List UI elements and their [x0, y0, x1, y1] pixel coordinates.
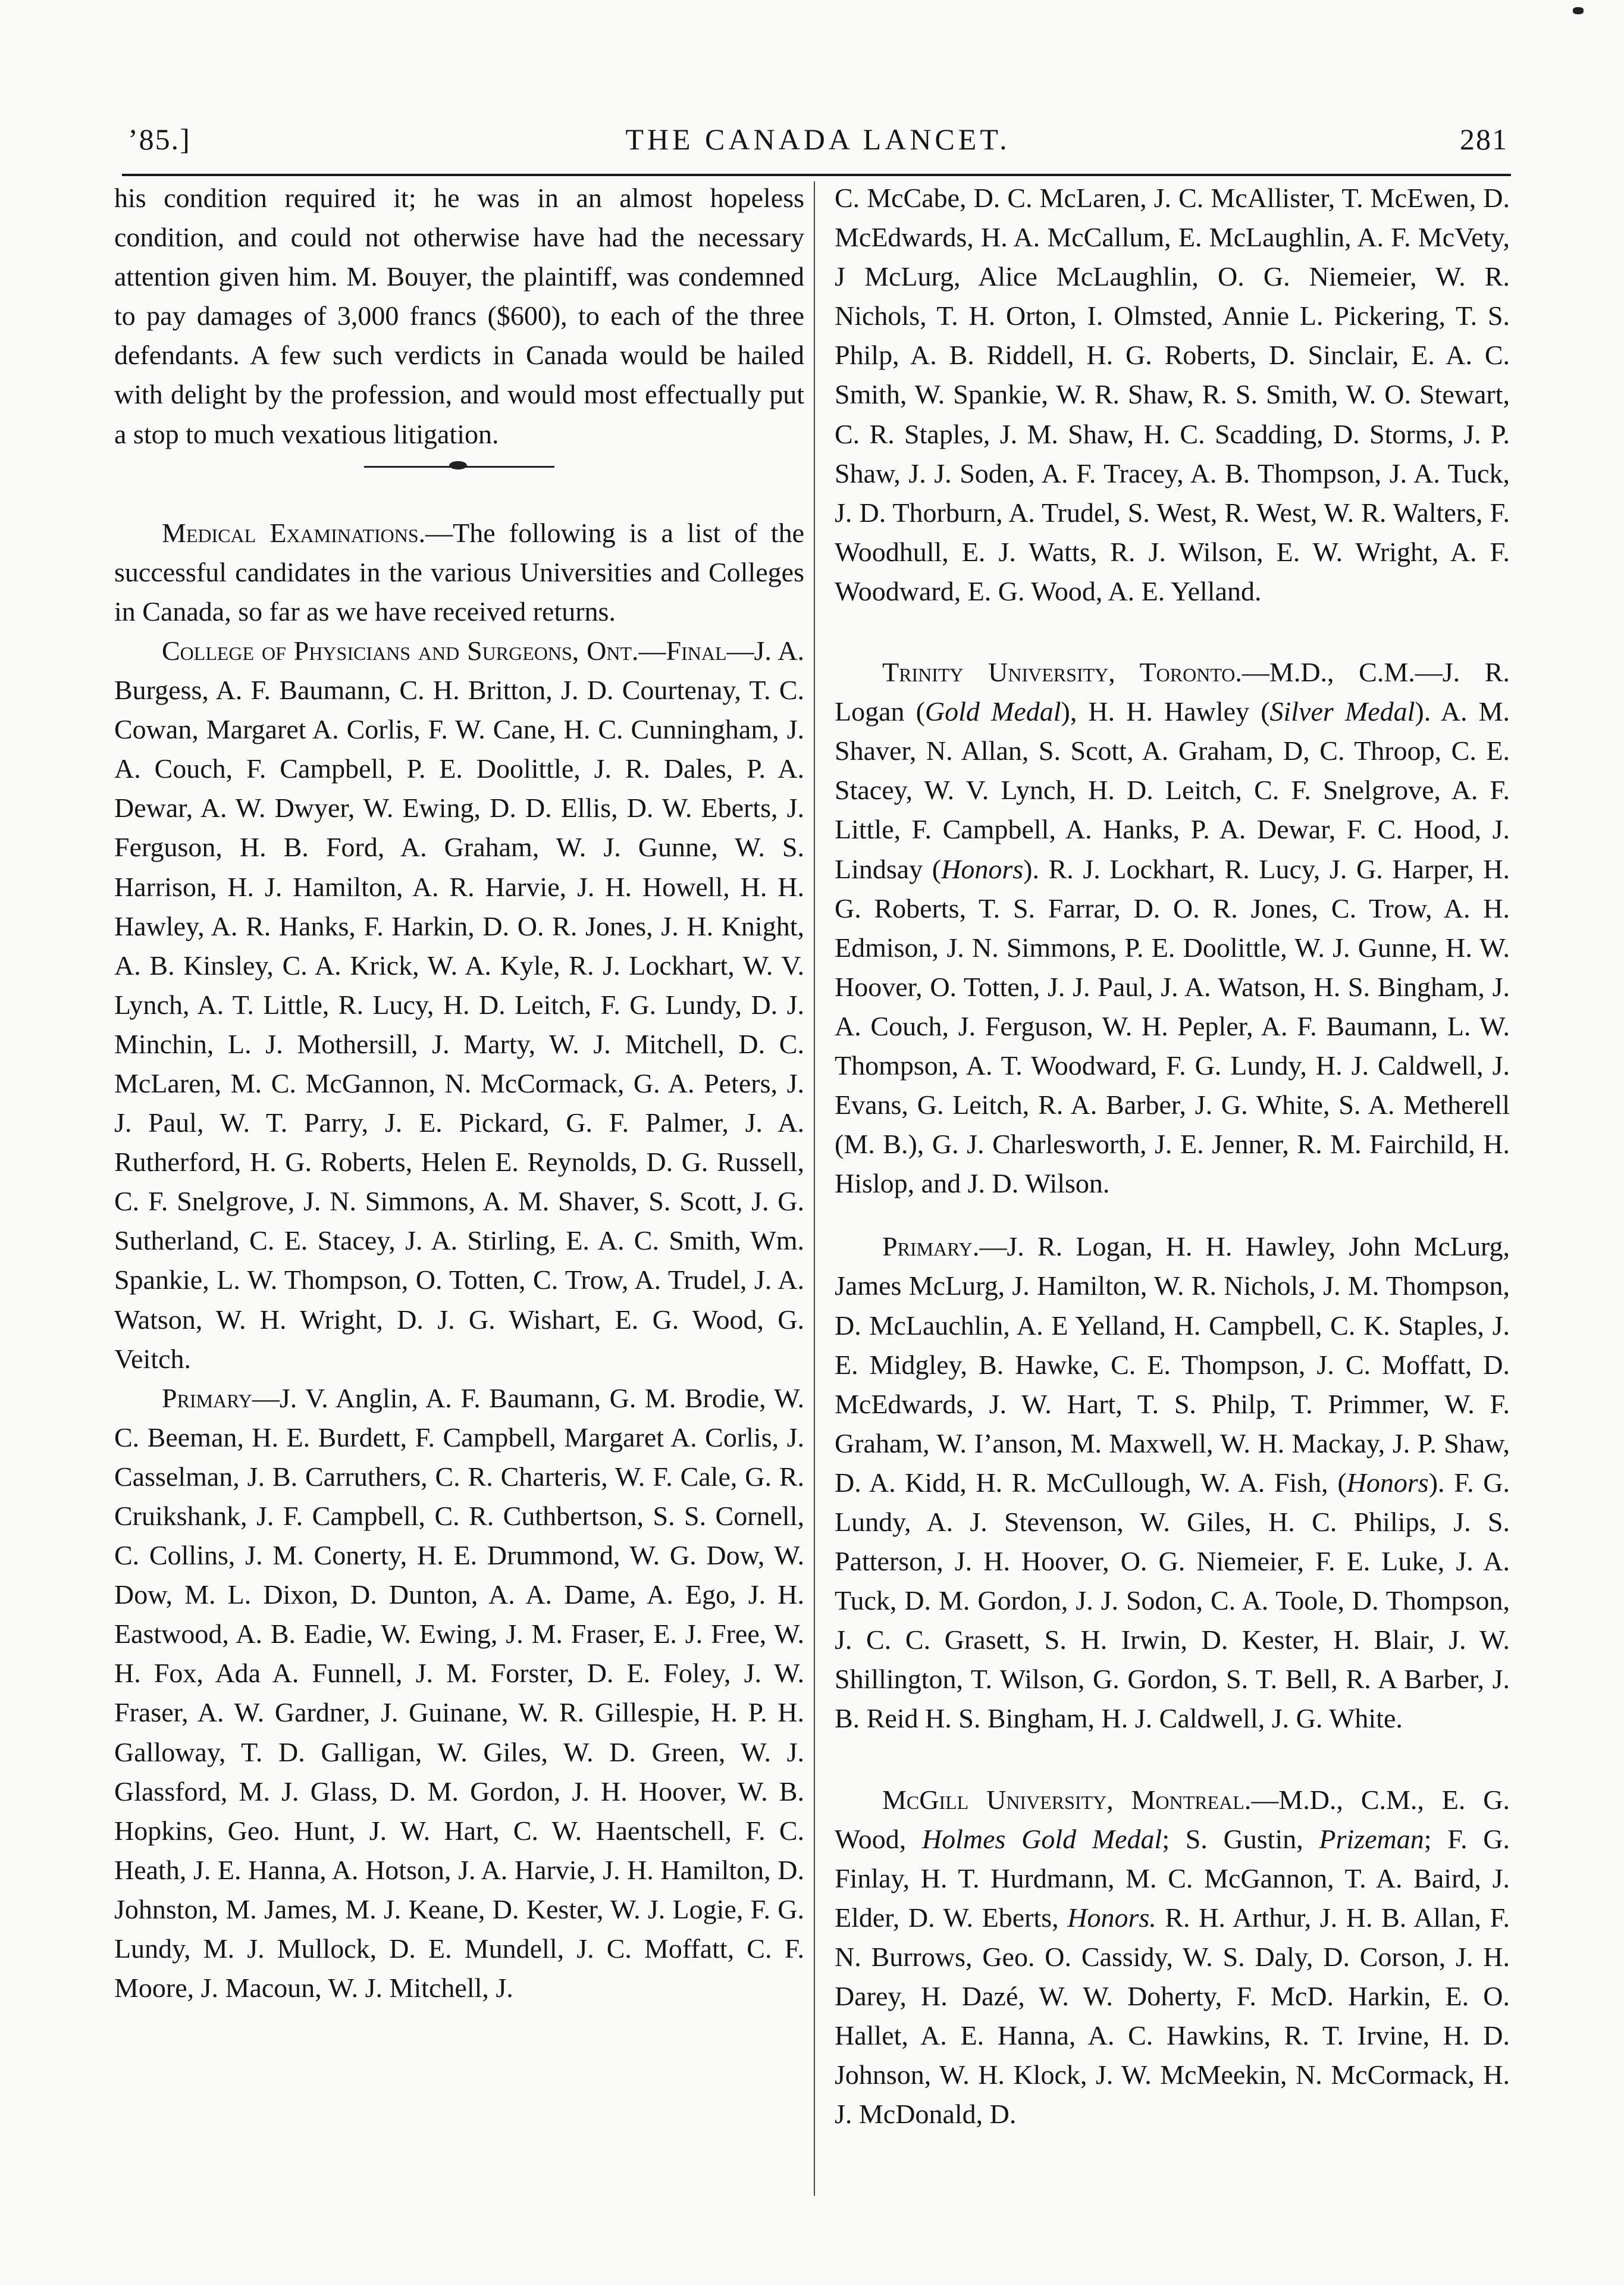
- mcgill-text-4: R. H. Arthur, J. H. B. Allan, F. N. Burrows, Geo. O. Cassidy, W. S. Daly, D. Corson, J. H. Darey, H. Dazé, W. W. Doherty, F. McD. Harkin, E. O. Hallet, A. E. Hanna, A. C. Hawkins, R. T. Irvine, H. D. Johnson, W. H. Klock, J. W. McMeekin, N. McCormack, H. J. McDonald, D.: [835, 1902, 1510, 2130]
- mcgill-heading: McGill University, Montreal.: [882, 1784, 1252, 1815]
- college-primary-list: —J. V. Anglin, A. F. Baumann, G. M. Brodie, W. C. Beeman, H. E. Burdett, F. Campbell, Margaret A. Corlis, J. Casselman, J. B. Carruthers, C. R. Charteris, W. F. Cale, G. R. Cruikshank, J. F. Campbell, C. R. Cuthbertson, S. S. Cornell, C. Collins, J. M. Conerty, H. E. Drummond, W. G. Dow, W. Dow, M. L. Dixon, D. Dunton, A. A. Dame, A. Ego, J. H. Eastwood, A. B. Eadie, W. Ewing, J. M. Fraser, E. J. Free, W. H. Fox, Ada A. Funnell, J. M. Forster, D. E. Foley, J. W. Fraser, A. W. Gardner, J. Guinane, W. R. Gillespie, H. P. H. Galloway, T. D. Galligan, W. Giles, W. D. Green, W. J. Glassford, M. J. Glass, D. M. Gordon, J. H. Hoover, W. B. Hopkins, Geo. Hunt, J. W. Hart, C. W. Haentschell, F. C. Heath, J. E. Hanna, A. Hotson, J. A. Harvie, J. H. Hamilton, D. Johnston, M. James, M. J. Keane, D. Kester, W. J. Logie, F. G. Lundy, M. J. Mullock, D. E. Mundell, J. C. Moffatt, C. F. Moore, J. Macoun, W. J. Mitchell, J.: [114, 1382, 804, 2004]
- college-final-paragraph: [114, 631, 804, 1379]
- college-final-heading: College of Physicians and Surgeons, Ont.—Final: [162, 635, 727, 666]
- trinity-heading: Trinity University, Toronto.: [882, 657, 1242, 688]
- holmes-medal-label: Holmes Gold Medal: [921, 1823, 1162, 1854]
- primary-honors-label: Honors: [1346, 1467, 1429, 1498]
- section-ornament: [114, 454, 804, 490]
- corner-mark: [1573, 7, 1584, 14]
- trinity-text-2: ), H. H. Hawley (: [1061, 696, 1270, 727]
- trinity-primary-heading: Primary.: [882, 1231, 980, 1262]
- medical-examinations-heading: Medical Examinations.: [162, 517, 426, 548]
- college-primary-heading: Primary: [162, 1382, 252, 1413]
- column-divider: [814, 181, 815, 2196]
- journal-title: THE CANADA LANCET.: [625, 123, 1011, 156]
- medical-examinations-paragraph: [114, 514, 804, 631]
- medical-examinations-text: —The following is a list of the successful candidates in the various Universities and Colleges in Canada, so far as we have received returns.: [114, 517, 804, 627]
- trinity-text-1: —M.D., C.M.—J. R. Logan (: [835, 657, 1510, 727]
- college-primary-paragraph: [114, 1379, 804, 2008]
- mcgill-honors-label: Honors.: [1067, 1902, 1156, 1933]
- header-rule: [122, 174, 1511, 176]
- mcgill-paragraph: [835, 1780, 1510, 2134]
- trinity-paragraph: [835, 653, 1510, 1203]
- silver-medal-label: Silver Medal: [1269, 696, 1415, 727]
- trinity-primary-paragraph: [835, 1227, 1510, 1738]
- article-ending: his condition required it; he was in an almost hopeless condition, and could not otherwise have had the necessary attention given him. M. Bouyer, the plaintiff, was condemned to pay damages of 3,000 francs ($600), to each of the three defendants. A few such verdicts in Canada would be hailed with delight by the profession, and would most effectually put a stop to much vexatious litigation.: [114, 183, 804, 449]
- trinity-primary-text-2: ). F. G. Lundy, A. J. Stevenson, W. Giles, H. C. Philips, J. S. Patterson, J. H. Hoover, O. G. Niemeier, F. E. Luke, J. A. Tuck, D. M. Gordon, J. J. Sodon, C. A. Toole, D. Thompson, J. C. C. Grasett, S. H. Irwin, D. Kester, H. Blair, J. W. Shillington, T. Wilson, G. Gordon, S. T. Bell, R. A Barber, J. B. Reid H. S. Bingham, H. J. Caldwell, J. G. White.: [835, 1467, 1510, 1734]
- mcgill-text-3: ; F. G. Finlay, H. T. Hurdmann, M. C. McGannon, T. A. Baird, J. Elder, D. W. Eberts,: [835, 1823, 1510, 1933]
- prizeman-label: Prizeman: [1319, 1823, 1424, 1854]
- trinity-text-3: ). A. M. Shaver, N. Allan, S. Scott, A. Graham, D, C. Throop, C. E. Stacey, W. V. Lynch, H. D. Leitch, C. F. Snelgrove, A. F. Little, F. Campbell, A. Hanks, P. A. Dewar, F. C. Hood, J. Lindsay (: [835, 696, 1510, 884]
- mcgill-text-2: ; S. Gustin,: [1162, 1823, 1319, 1854]
- primary-list-continuation: C. McCabe, D. C. McLaren, J. C. McAllister, T. McEwen, D. McEdwards, H. A. McCallum, E. McLaughlin, A. F. McVety, J McLurg, Alice McLaughlin, O. G. Niemeier, W. R. Nichols, T. H. Orton, I. Olmsted, Annie L. Pickering, T. S. Philp, A. B. Riddell, H. G. Roberts, D. Sinclair, E. A. C. Smith, W. Spankie, W. R. Shaw, R. S. Smith, W. O. Stewart, C. R. Staples, J. M. Shaw, H. C. Scadding, D. Storms, J. P. Shaw, J. J. Soden, A. F. Tracey, A. B. Thompson, J. A. Tuck, J. D. Thorburn, A. Trudel, S. West, R. West, W. R. Walters, F. Woodhull, E. J. Watts, R. J. Wilson, E. W. Wright, A. F. Woodward, E. G. Wood, A. E. Yelland.: [835, 183, 1510, 606]
- trinity-primary-text-1: —J. R. Logan, H. H. Hawley, John McLurg, James McLurg, J. Hamilton, W. R. Nichols, J. M. Thompson, D. McLauchlin, A. E Yelland, H. Campbell, C. K. Staples, J. E. Midgley, B. Hawke, C. E. Thompson, J. C. Moffatt, D. McEdwards, J. W. Hart, T. S. Philp, T. Primmer, W. F. Graham, W. I’anson, M. Maxwell, W. H. Mackay, J. P. Shaw, D. A. Kidd, H. R. McCullough, W. A. Fish, (: [835, 1231, 1510, 1498]
- running-header: [128, 122, 1508, 170]
- gold-medal-label: Gold Medal: [924, 696, 1061, 727]
- page-number: 281: [1460, 123, 1508, 156]
- left-column: [114, 179, 804, 2008]
- trinity-text-4: ). R. J. Lockhart, R. Lucy, J. G. Harper, H. G. Roberts, T. S. Farrar, D. O. R. Jones, C. Trow, A. H. Edmison, J. N. Simmons, P. E. Doolittle, W. J. Gunne, H. W. Hoover, O. Totten, J. J. Paul, J. A. Watson, H. S. Bingham, J. A. Couch, J. Ferguson, W. H. Pepler, A. F. Baumann, L. W. Thompson, A. T. Woodward, F. G. Lundy, H. J. Caldwell, J. Evans, G. Leitch, R. A. Barber, J. G. White, S. A. Metherell (M. B.), G. J. Charlesworth, J. E. Jenner, R. M. Fairchild, H. Hislop, and J. D. Wilson.: [835, 853, 1510, 1199]
- volume-year: ’85.]: [128, 123, 191, 156]
- college-final-list: —J. A. Burgess, A. F. Baumann, C. H. Britton, J. D. Courtenay, T. C. Cowan, Margaret A. Corlis, F. W. Cane, H. C. Cunningham, J. A. Couch, F. Campbell, P. E. Doolittle, J. R. Dales, P. A. Dewar, A. W. Dwyer, W. Ewing, D. D. Ellis, D. W. Eberts, J. Ferguson, H. B. Ford, A. Graham, W. J. Gunne, W. S. Harrison, H. J. Hamilton, A. R. Harvie, J. H. Howell, H. H. Hawley, A. R. Hanks, F. Harkin, D. O. R. Jones, J. H. Knight, A. B. Kinsley, C. A. Krick, W. A. Kyle, R. J. Lockhart, W. V. Lynch, A. T. Little, R. Lucy, H. D. Leitch, F. G. Lundy, D. J. Minchin, L. J. Mothersill, J. Marty, W. J. Mitchell, D. C. McLaren, M. C. McGannon, N. McCormack, G. A. Peters, J. J. Paul, W. T. Parry, J. E. Pickard, G. F. Palmer, J. A. Rutherford, H. G. Roberts, Helen E. Reynolds, D. G. Russell, C. F. Snelgrove, J. N. Simmons, A. M. Shaver, S. Scott, J. G. Sutherland, C. E. Stacey, J. A. Stirling, E. A. C. Smith, Wm. Spankie, L. W. Thompson, O. Totten, C. Trow, A. Trudel, J. A. Watson, W. H. Wright, D. J. G. Wishart, E. G. Wood, G. Veitch.: [114, 635, 804, 1374]
- mcgill-text-1: —M.D., C.M., E. G. Wood,: [835, 1784, 1510, 1854]
- honors-label: Honors: [941, 853, 1024, 884]
- right-column: [835, 179, 1510, 2134]
